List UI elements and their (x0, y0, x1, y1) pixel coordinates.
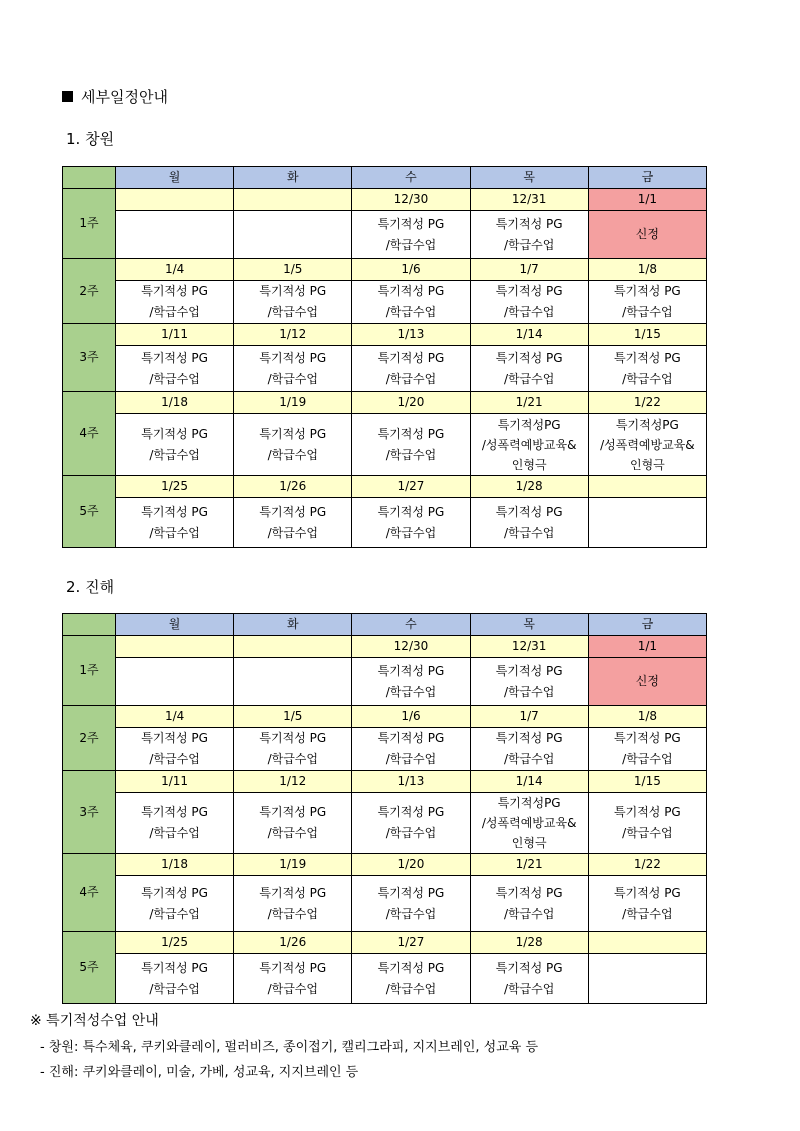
activity-line: /성폭력예방교육& (481, 816, 577, 830)
activity-line: 특기적성 PG (495, 350, 563, 365)
activity-line: 특기적성 PG (377, 731, 445, 745)
activity-line: 특기적성PG (497, 796, 561, 810)
date-cell: 12/30 (352, 189, 470, 211)
activity-cell (588, 414, 706, 476)
activity-line: 특기적성 PG (495, 663, 563, 678)
date-cell: 1/7 (470, 706, 588, 728)
date-cell: 1/5 (234, 259, 352, 281)
activity-line: /학급수업 (267, 447, 318, 462)
page-heading (62, 86, 168, 107)
activity-cell (352, 876, 470, 932)
date-cell: 1/13 (352, 324, 470, 346)
holiday-cell (588, 211, 706, 259)
date-cell: 1/1 (588, 636, 706, 658)
activity-line: /학급수업 (385, 525, 437, 540)
activity-line: /학급수업 (622, 371, 673, 386)
date-cell: 1/19 (234, 392, 352, 414)
activity-cell (116, 498, 234, 548)
activity-line: 특기적성 PG (259, 885, 327, 900)
notes-block (30, 1010, 538, 1080)
activity-line: 특기적성 PG (377, 284, 445, 298)
date-cell: 1/4 (116, 706, 234, 728)
activity-line: /학급수업 (267, 752, 318, 766)
activity-cell (352, 281, 470, 324)
schedule-table-jinhae (62, 613, 707, 1004)
activity-line: /학급수업 (267, 305, 318, 319)
date-cell: 1/14 (470, 324, 588, 346)
activity-cell (234, 793, 352, 854)
activity-line: 특기적성 PG (141, 284, 208, 298)
date-cell: 1/26 (234, 476, 352, 498)
section-title-jinhae: 2. 진해 (66, 578, 115, 596)
date-cell (234, 189, 352, 211)
activity-cell (352, 346, 470, 392)
activity-line: 특기적성 PG (259, 350, 327, 365)
activity-line: /학급수업 (149, 906, 200, 921)
activity-cell (352, 793, 470, 854)
week-label: 4주 (63, 392, 116, 476)
activity-line: 특기적성 PG (141, 731, 208, 745)
date-cell: 1/11 (116, 771, 234, 793)
activity-cell (116, 954, 234, 1004)
activity-cell (470, 793, 588, 854)
activity-line: 특기적성 PG (614, 350, 681, 365)
activity-cell (470, 658, 588, 706)
date-cell: 1/18 (116, 392, 234, 414)
date-cell: 12/31 (470, 189, 588, 211)
date-cell: 1/7 (470, 259, 588, 281)
activity-cell (116, 211, 234, 259)
activity-cell (116, 728, 234, 771)
date-cell: 1/15 (588, 324, 706, 346)
date-cell: 1/28 (470, 932, 588, 954)
date-cell: 1/21 (470, 854, 588, 876)
holiday-cell (588, 658, 706, 706)
date-cell: 1/1 (588, 189, 706, 211)
activity-cell (470, 954, 588, 1004)
date-cell: 1/12 (234, 324, 352, 346)
activity-line: 특기적성 PG (377, 960, 445, 975)
activity-line: 특기적성 PG (495, 885, 563, 900)
day-header: 금 (588, 167, 706, 189)
activity-cell (588, 498, 706, 548)
activity-line: 특기적성 PG (495, 216, 563, 231)
activity-line: 특기적성 PG (377, 885, 445, 900)
activity-line: /학급수업 (622, 906, 673, 921)
date-cell: 1/14 (470, 771, 588, 793)
activity-cell (234, 728, 352, 771)
week-label: 2주 (63, 259, 116, 324)
date-cell (234, 636, 352, 658)
activity-line: 신정 (635, 227, 659, 241)
activity-line: 특기적성 PG (259, 960, 327, 975)
activity-cell (234, 281, 352, 324)
date-cell (116, 636, 234, 658)
day-header: 수 (352, 167, 470, 189)
date-cell: 1/19 (234, 854, 352, 876)
activity-cell (588, 793, 706, 854)
date-cell: 1/5 (234, 706, 352, 728)
activity-cell (470, 414, 588, 476)
date-cell (588, 932, 706, 954)
activity-cell (470, 728, 588, 771)
activity-line: /학급수업 (149, 525, 200, 540)
activity-line: 특기적성 PG (259, 504, 327, 519)
activity-cell (116, 346, 234, 392)
date-cell: 1/6 (352, 259, 470, 281)
activity-cell (470, 498, 588, 548)
activity-cell (116, 281, 234, 324)
activity-line: 특기적성 PG (141, 960, 208, 975)
activity-line: 특기적성 PG (377, 805, 445, 819)
activity-line: /학급수업 (622, 305, 673, 319)
day-header: 목 (470, 167, 588, 189)
activity-cell (470, 346, 588, 392)
activity-line: /학급수업 (385, 826, 437, 840)
day-header: 화 (234, 614, 352, 636)
activity-line: 특기적성 PG (141, 885, 208, 900)
week-label: 2주 (63, 706, 116, 771)
activity-line: /학급수업 (385, 371, 437, 386)
activity-line: /학급수업 (267, 906, 318, 921)
activity-cell (116, 658, 234, 706)
activity-line: 특기적성 PG (141, 805, 208, 819)
activity-line: /학급수업 (503, 525, 555, 540)
activity-line: /학급수업 (503, 981, 555, 996)
activity-line: /학급수업 (385, 752, 437, 766)
activity-line: 특기적성 PG (141, 350, 208, 365)
activity-line: /학급수업 (149, 371, 200, 386)
week-label: 3주 (63, 771, 116, 854)
activity-cell (234, 876, 352, 932)
activity-line: /성폭력예방교육& (481, 437, 577, 452)
date-cell: 1/20 (352, 854, 470, 876)
activity-cell (234, 414, 352, 476)
date-cell: 1/22 (588, 854, 706, 876)
day-header: 월 (116, 167, 234, 189)
activity-line: /학급수업 (267, 981, 318, 996)
date-cell: 1/27 (352, 476, 470, 498)
activity-line: 특기적성PG (497, 417, 561, 432)
day-header: 화 (234, 167, 352, 189)
activity-line: 특기적성 PG (614, 731, 681, 745)
activity-line: /학급수업 (503, 906, 555, 921)
activity-cell (352, 954, 470, 1004)
date-cell (588, 476, 706, 498)
activity-line: /학급수업 (267, 826, 318, 840)
activity-cell (588, 954, 706, 1004)
activity-cell (352, 211, 470, 259)
date-cell: 1/26 (234, 932, 352, 954)
activity-line: 특기적성 PG (259, 731, 327, 745)
activity-cell (588, 281, 706, 324)
activity-line: /학급수업 (385, 981, 437, 996)
date-cell: 1/11 (116, 324, 234, 346)
date-cell: 1/8 (588, 259, 706, 281)
activity-line: 특기적성 PG (377, 350, 445, 365)
activity-cell (234, 498, 352, 548)
notes-line-jinhae: - 진해: 쿠키와클레이, 미술, 가베, 성교육, 지지브레인 등 (40, 1065, 359, 1080)
activity-line: 특기적성 PG (495, 731, 563, 745)
schedule-table-changwon (62, 166, 707, 548)
activity-line: 특기적성 PG (259, 426, 327, 441)
activity-cell (116, 793, 234, 854)
activity-line: /학급수업 (385, 305, 437, 319)
date-cell: 1/18 (116, 854, 234, 876)
date-cell: 1/6 (352, 706, 470, 728)
activity-line: 특기적성 PG (377, 663, 445, 678)
notes-line-changwon: - 창원: 특수체육, 쿠키와클레이, 펄러비즈, 종이접기, 캘리그라피, 지지브레인, 성교육 등 (40, 1040, 539, 1055)
activity-cell (234, 211, 352, 259)
corner-cell (63, 614, 116, 636)
activity-line: 특기적성 PG (377, 504, 445, 519)
activity-line: /학급수업 (149, 305, 200, 319)
corner-cell (63, 167, 116, 189)
week-label: 5주 (63, 932, 116, 1004)
activity-line: 특기적성PG (615, 417, 679, 432)
notes-title: ※ 특기적성수업 안내 (30, 1013, 159, 1029)
date-cell (116, 189, 234, 211)
activity-line: 신정 (635, 674, 659, 688)
square-bullet-icon (62, 91, 73, 102)
date-cell: 12/31 (470, 636, 588, 658)
activity-cell (116, 414, 234, 476)
week-label: 1주 (63, 636, 116, 706)
activity-line: 특기적성 PG (259, 805, 327, 819)
activity-line: 특기적성 PG (495, 504, 563, 519)
activity-line: /학급수업 (503, 684, 555, 699)
activity-line: 특기적성 PG (141, 504, 208, 519)
activity-line: /학급수업 (267, 371, 318, 386)
date-cell: 1/21 (470, 392, 588, 414)
date-cell: 1/4 (116, 259, 234, 281)
activity-line: /학급수업 (267, 525, 318, 540)
activity-line: 인형극 (629, 457, 665, 472)
activity-line: /학급수업 (622, 752, 673, 766)
activity-line: 특기적성 PG (614, 284, 681, 298)
heading-text: 세부일정안내 (81, 88, 168, 106)
week-label: 1주 (63, 189, 116, 259)
activity-cell (352, 728, 470, 771)
activity-cell (470, 876, 588, 932)
week-label: 4주 (63, 854, 116, 932)
activity-cell (116, 876, 234, 932)
activity-line: /학급수업 (385, 906, 437, 921)
date-cell: 1/22 (588, 392, 706, 414)
activity-line: /학급수업 (385, 684, 437, 699)
activity-line: /학급수업 (149, 826, 200, 840)
day-header: 금 (588, 614, 706, 636)
activity-line: 특기적성 PG (141, 426, 208, 441)
activity-line: 특기적성 PG (259, 284, 327, 298)
activity-line: 특기적성 PG (614, 805, 681, 819)
date-cell: 1/27 (352, 932, 470, 954)
date-cell: 1/25 (116, 476, 234, 498)
date-cell: 1/25 (116, 932, 234, 954)
date-cell: 1/15 (588, 771, 706, 793)
activity-cell (352, 498, 470, 548)
activity-cell (470, 281, 588, 324)
date-cell: 1/12 (234, 771, 352, 793)
activity-line: /학급수업 (503, 305, 555, 319)
activity-line: 특기적성 PG (495, 284, 563, 298)
activity-cell (234, 346, 352, 392)
activity-line: 특기적성 PG (614, 885, 681, 900)
activity-cell (234, 658, 352, 706)
section-title-changwon: 1. 창원 (66, 130, 115, 148)
date-cell: 1/8 (588, 706, 706, 728)
day-header: 목 (470, 614, 588, 636)
activity-line: /학급수업 (622, 826, 673, 840)
activity-cell (234, 954, 352, 1004)
activity-line: /학급수업 (503, 371, 555, 386)
date-cell: 1/13 (352, 771, 470, 793)
activity-line: /학급수업 (503, 752, 555, 766)
week-label: 3주 (63, 324, 116, 392)
day-header: 월 (116, 614, 234, 636)
week-label: 5주 (63, 476, 116, 548)
activity-cell (588, 876, 706, 932)
activity-line: /학급수업 (385, 447, 437, 462)
activity-line: /학급수업 (149, 447, 200, 462)
activity-cell (588, 728, 706, 771)
activity-line: 특기적성 PG (377, 216, 445, 231)
activity-line: 인형극 (511, 836, 547, 850)
activity-line: /학급수업 (503, 237, 555, 252)
activity-cell (470, 211, 588, 259)
date-cell: 12/30 (352, 636, 470, 658)
activity-line: 인형극 (511, 457, 547, 472)
activity-line: 특기적성 PG (495, 960, 563, 975)
activity-line: 특기적성 PG (377, 426, 445, 441)
activity-line: /학급수업 (149, 752, 200, 766)
activity-line: /학급수업 (149, 981, 200, 996)
activity-cell (352, 414, 470, 476)
date-cell: 1/28 (470, 476, 588, 498)
activity-line: /학급수업 (385, 237, 437, 252)
activity-line: /성폭력예방교육& (600, 437, 695, 452)
activity-cell (352, 658, 470, 706)
day-header: 수 (352, 614, 470, 636)
activity-cell (588, 346, 706, 392)
date-cell: 1/20 (352, 392, 470, 414)
